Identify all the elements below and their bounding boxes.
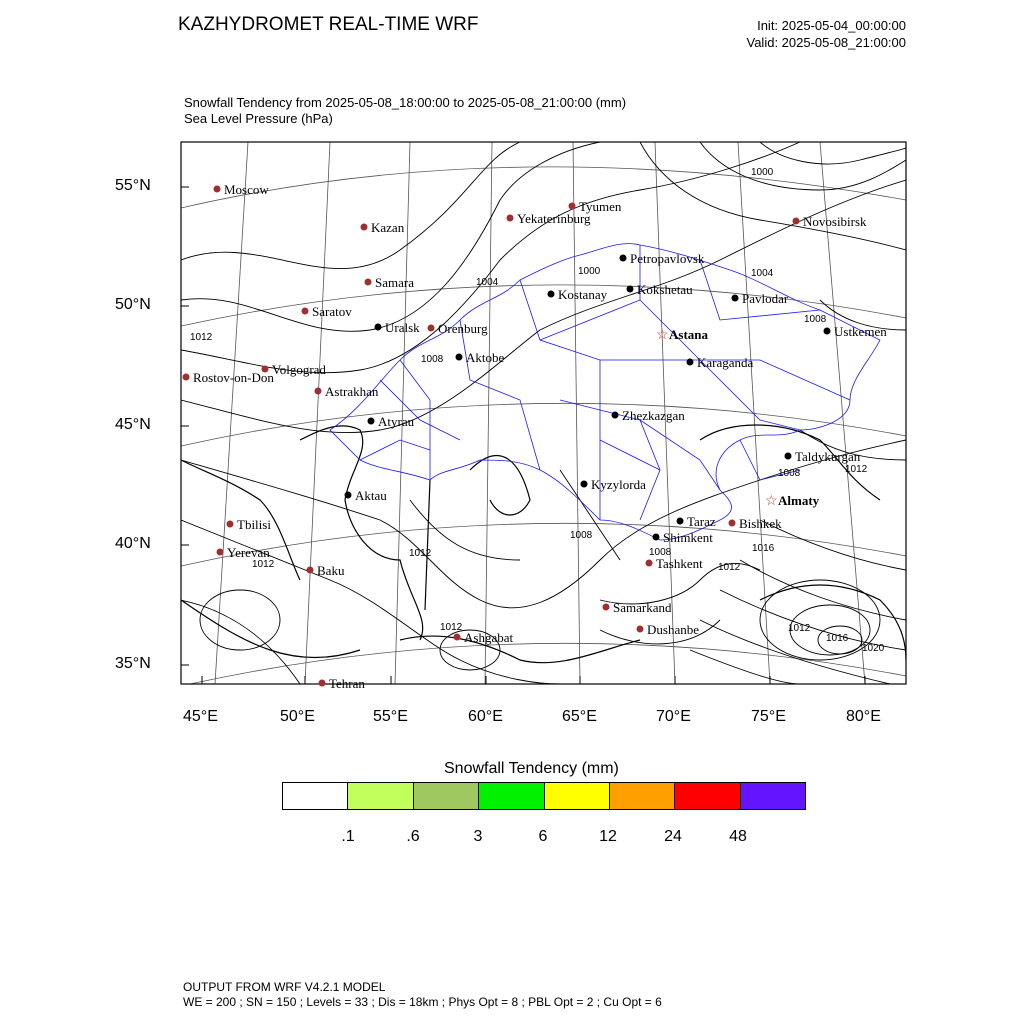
city-dot	[627, 286, 634, 293]
city-label: Dushanbe	[647, 622, 699, 637]
isobar-label: 1008	[421, 354, 444, 365]
lat-label: 50°N	[115, 296, 151, 313]
city-label: Yerevan	[227, 545, 270, 560]
city-label: Saratov	[312, 304, 352, 319]
isobar-label: 1012	[252, 559, 275, 570]
city-karaganda	[687, 355, 754, 370]
city-label: Petropavlovsk	[630, 251, 705, 266]
isobar-label: 1000	[751, 167, 774, 178]
city-dot	[637, 626, 644, 633]
legend-label: 24	[664, 828, 682, 845]
legend-swatch	[545, 783, 610, 809]
city-taraz	[677, 514, 716, 529]
city-dot	[824, 328, 831, 335]
footer-settings: WE = 200 ; SN = 150 ; Levels = 33 ; Dis = 18km ; Phys Opt = 8 ; PBL Opt = 2 ; Cu Opt = 6	[183, 995, 662, 1009]
isobar-label: 1008	[778, 468, 801, 479]
city-dot	[454, 634, 461, 641]
city-rostov-on-don	[183, 370, 275, 385]
lon-label: 75°E	[751, 708, 786, 725]
legend-swatch	[675, 783, 740, 809]
city-aktau	[345, 488, 388, 503]
city-dot	[375, 324, 382, 331]
city-dot	[214, 186, 221, 193]
lat-label: 40°N	[115, 535, 151, 552]
lon-label: 80°E	[846, 708, 881, 725]
city-kazan	[361, 220, 405, 235]
city-tashkent	[646, 556, 704, 571]
isobar-label: 1020	[862, 643, 885, 654]
city-dot	[581, 481, 588, 488]
city-label: Rostov-on-Don	[193, 370, 274, 385]
lat-label: 45°N	[115, 416, 151, 433]
legend-title: Snowfall Tendency (mm)	[444, 760, 619, 777]
city-label: Ashgabat	[464, 630, 514, 645]
city-label: Aktobe	[466, 350, 505, 365]
city-label: Pavlodar	[742, 291, 789, 306]
isobar-label: 1012	[440, 622, 463, 633]
city-label: Taraz	[687, 514, 716, 529]
city-zhezkazgan	[612, 408, 686, 423]
city-yekaterinburg	[507, 211, 592, 226]
isobar-label: 1008	[570, 530, 593, 541]
city-markers	[183, 182, 888, 691]
city-label: Volgograd	[272, 362, 326, 377]
isobar-label: 1004	[751, 268, 774, 279]
city-dot	[729, 520, 736, 527]
city-kostanay	[548, 287, 608, 302]
city-label: Samarkand	[613, 600, 672, 615]
city-dot	[732, 295, 739, 302]
city-label: Baku	[317, 563, 345, 578]
city-dot	[345, 492, 352, 499]
city-label: Tehran	[329, 676, 365, 691]
city-label: Bishkek	[739, 516, 782, 531]
city-label: Astrakhan	[325, 384, 379, 399]
city-dot	[183, 374, 190, 381]
city-dot	[620, 255, 627, 262]
city-label: Tyumen	[579, 199, 622, 214]
city-label: Taldykurgan	[795, 449, 861, 464]
lon-label: 50°E	[280, 708, 315, 725]
legend-label: 12	[599, 828, 617, 845]
city-dot	[456, 354, 463, 361]
city-label: Zhezkazgan	[622, 408, 685, 423]
city-label: Tashkent	[656, 556, 703, 571]
city-dot	[368, 418, 375, 425]
city-label: Astana	[669, 327, 709, 342]
city-label: Orenburg	[438, 321, 488, 336]
city-dot	[785, 453, 792, 460]
valid-time: Valid: 2025-05-08_21:00:00	[746, 35, 906, 50]
city-shimkent	[653, 530, 714, 545]
field-description-pressure: Sea Level Pressure (hPa)	[184, 111, 333, 126]
lat-label: 55°N	[115, 177, 151, 194]
city-astana	[656, 327, 709, 343]
legend-swatch	[741, 783, 805, 809]
city-ashgabat	[454, 630, 514, 645]
city-kokshetau	[627, 282, 694, 297]
isobar-label: 1016	[826, 633, 849, 644]
city-novosibirsk	[793, 214, 868, 229]
city-dot	[687, 359, 694, 366]
city-label: Samara	[375, 275, 414, 290]
city-almaty	[765, 493, 820, 509]
city-dot	[428, 325, 435, 332]
city-dot	[646, 560, 653, 567]
city-pavlodar	[732, 291, 789, 306]
city-moscow	[214, 182, 270, 197]
city-dot	[793, 218, 800, 225]
field-description-snowfall: Snowfall Tendency from 2025-05-08_18:00:00 to 2025-05-08_21:00:00 (mm)	[184, 95, 627, 110]
lon-label: 70°E	[656, 708, 691, 725]
legend-label: .6	[406, 828, 420, 845]
lat-label: 35°N	[115, 655, 151, 672]
city-saratov	[302, 304, 353, 319]
city-label: Kokshetau	[637, 282, 693, 297]
city-dot	[302, 308, 309, 315]
city-tbilisi	[227, 517, 272, 532]
isobar-label: 1012	[718, 562, 741, 573]
legend-label: 3	[473, 828, 483, 845]
isobar-label: 1000	[578, 266, 601, 277]
city-bishkek	[729, 516, 783, 531]
city-dot	[548, 291, 555, 298]
city-label: Atyrau	[378, 414, 415, 429]
isobar-label: 1012	[409, 548, 432, 559]
isobar-label: 1012	[788, 623, 811, 634]
city-ustkemen	[824, 324, 888, 339]
capital-star-icon: ☆	[765, 494, 778, 509]
city-dot	[569, 203, 576, 210]
lon-label: 60°E	[468, 708, 503, 725]
city-astrakhan	[315, 384, 379, 399]
city-dot	[507, 215, 514, 222]
city-label: Novosibirsk	[803, 214, 867, 229]
city-label: Kyzylorda	[591, 477, 646, 492]
city-dot	[365, 279, 372, 286]
legend-swatch	[283, 783, 348, 809]
city-dot	[227, 521, 234, 528]
city-label: Kazan	[371, 220, 405, 235]
city-dot	[653, 534, 660, 541]
legend-swatch	[610, 783, 675, 809]
city-aktobe	[456, 350, 505, 365]
legend-swatch	[479, 783, 544, 809]
lon-label: 55°E	[373, 708, 408, 725]
city-label: Aktau	[355, 488, 387, 503]
city-taldykurgan	[785, 449, 861, 464]
city-samara	[365, 275, 415, 290]
chart-title: KAZHYDROMET REAL-TIME WRF	[178, 14, 479, 35]
city-dot	[603, 604, 610, 611]
city-label: Kostanay	[558, 287, 608, 302]
isobar-label: 1004	[476, 277, 499, 288]
city-dot	[315, 388, 322, 395]
city-uralsk	[375, 320, 421, 335]
city-label: Shimkent	[663, 530, 713, 545]
legend-swatch	[348, 783, 413, 809]
city-dot	[677, 518, 684, 525]
city-label: Uralsk	[385, 320, 420, 335]
isobar-label: 1012	[845, 464, 868, 475]
capital-star-icon: ☆	[656, 328, 669, 343]
city-dot	[217, 549, 224, 556]
city-dot	[612, 412, 619, 419]
legend-label: 48	[729, 828, 747, 845]
city-label: Almaty	[778, 493, 820, 508]
isobar-label: 1008	[649, 547, 672, 558]
city-kyzylorda	[581, 477, 647, 492]
city-yerevan	[217, 545, 271, 560]
lon-label: 45°E	[183, 708, 218, 725]
city-samarkand	[603, 600, 672, 615]
city-atyrau	[368, 414, 415, 429]
footer-model: OUTPUT FROM WRF V4.2.1 MODEL	[183, 980, 386, 994]
city-baku	[307, 563, 345, 578]
city-dot	[361, 224, 368, 231]
init-time: Init: 2025-05-04_00:00:00	[757, 18, 906, 33]
isobar-label: 1012	[190, 332, 213, 343]
isobar-label: 1016	[752, 543, 775, 554]
city-orenburg	[428, 321, 489, 336]
lon-label: 65°E	[562, 708, 597, 725]
city-dot	[307, 567, 314, 574]
city-petropavlovsk	[620, 251, 705, 266]
legend-label: .1	[341, 828, 355, 845]
isobar-label: 1008	[804, 314, 827, 325]
city-dushanbe	[637, 622, 700, 637]
city-label: Moscow	[224, 182, 269, 197]
city-label: Ustkemen	[834, 324, 887, 339]
legend-swatch	[414, 783, 479, 809]
city-dot	[319, 680, 326, 687]
city-label: Yekaterinburg	[517, 211, 591, 226]
legend-colorbar	[282, 782, 806, 810]
city-label: Karaganda	[697, 355, 754, 370]
city-label: Tbilisi	[237, 517, 271, 532]
legend-label: 6	[538, 828, 548, 845]
